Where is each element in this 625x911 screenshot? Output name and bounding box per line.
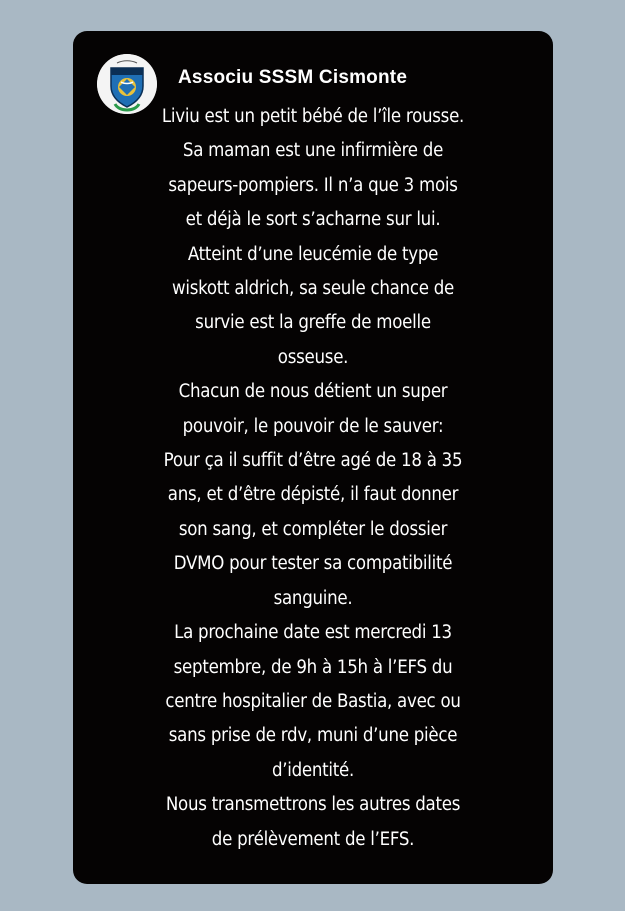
story-text-line: Sa maman est une infirmière de	[182, 140, 444, 162]
story-text-line: pouvoir, le pouvoir de le sauver:	[182, 415, 444, 437]
story-text-line: La prochaine date est mercredi 13	[174, 622, 452, 644]
story-text-line: centre hospitalier de Bastia, avec ou	[165, 690, 461, 712]
story-text-line: DVMO pour tester sa compatibilité	[173, 553, 453, 575]
story-text-line: et déjà le sort s’acharne sur lui.	[185, 209, 441, 231]
story-text-line: septembre, de 9h à 15h à l’EFS du	[173, 656, 453, 678]
story-text-line: sans prise de rdv, muni d’une pièce	[168, 725, 458, 747]
story-text-line: Pour ça il suffit d’être agé de 18 à 35	[163, 450, 463, 472]
story-text	[97, 100, 529, 857]
story-text-line: wiskott aldrich, sa seule chance de	[171, 278, 454, 300]
story-text-line: ans, et d’être dépisté, il faut donner	[167, 484, 459, 506]
story-text-line: Atteint d’une leucémie de type	[187, 243, 439, 265]
account-name[interactable]: Associu SSSM Cismonte	[178, 67, 408, 88]
story-text-line: Nous transmettrons les autres dates	[165, 794, 461, 816]
story-text-line: sapeurs-pompiers. Il n’a que 3 mois	[168, 174, 458, 196]
story-text-line: son sang, et compléter le dossier	[178, 518, 448, 540]
story-text-line: survie est la greffe de moelle	[195, 312, 431, 334]
story-text-line: de prélèvement de l’EFS.	[211, 828, 415, 850]
story-card	[73, 31, 553, 884]
story-text-line: d’identité.	[271, 759, 355, 781]
story-text-line: sanguine.	[273, 587, 353, 609]
story-text-line: Chacun de nous détient un super	[178, 381, 448, 403]
story-text-line: osseuse.	[277, 346, 349, 368]
story-text-line: Liviu est un petit bébé de l’île rousse.	[161, 106, 465, 127]
